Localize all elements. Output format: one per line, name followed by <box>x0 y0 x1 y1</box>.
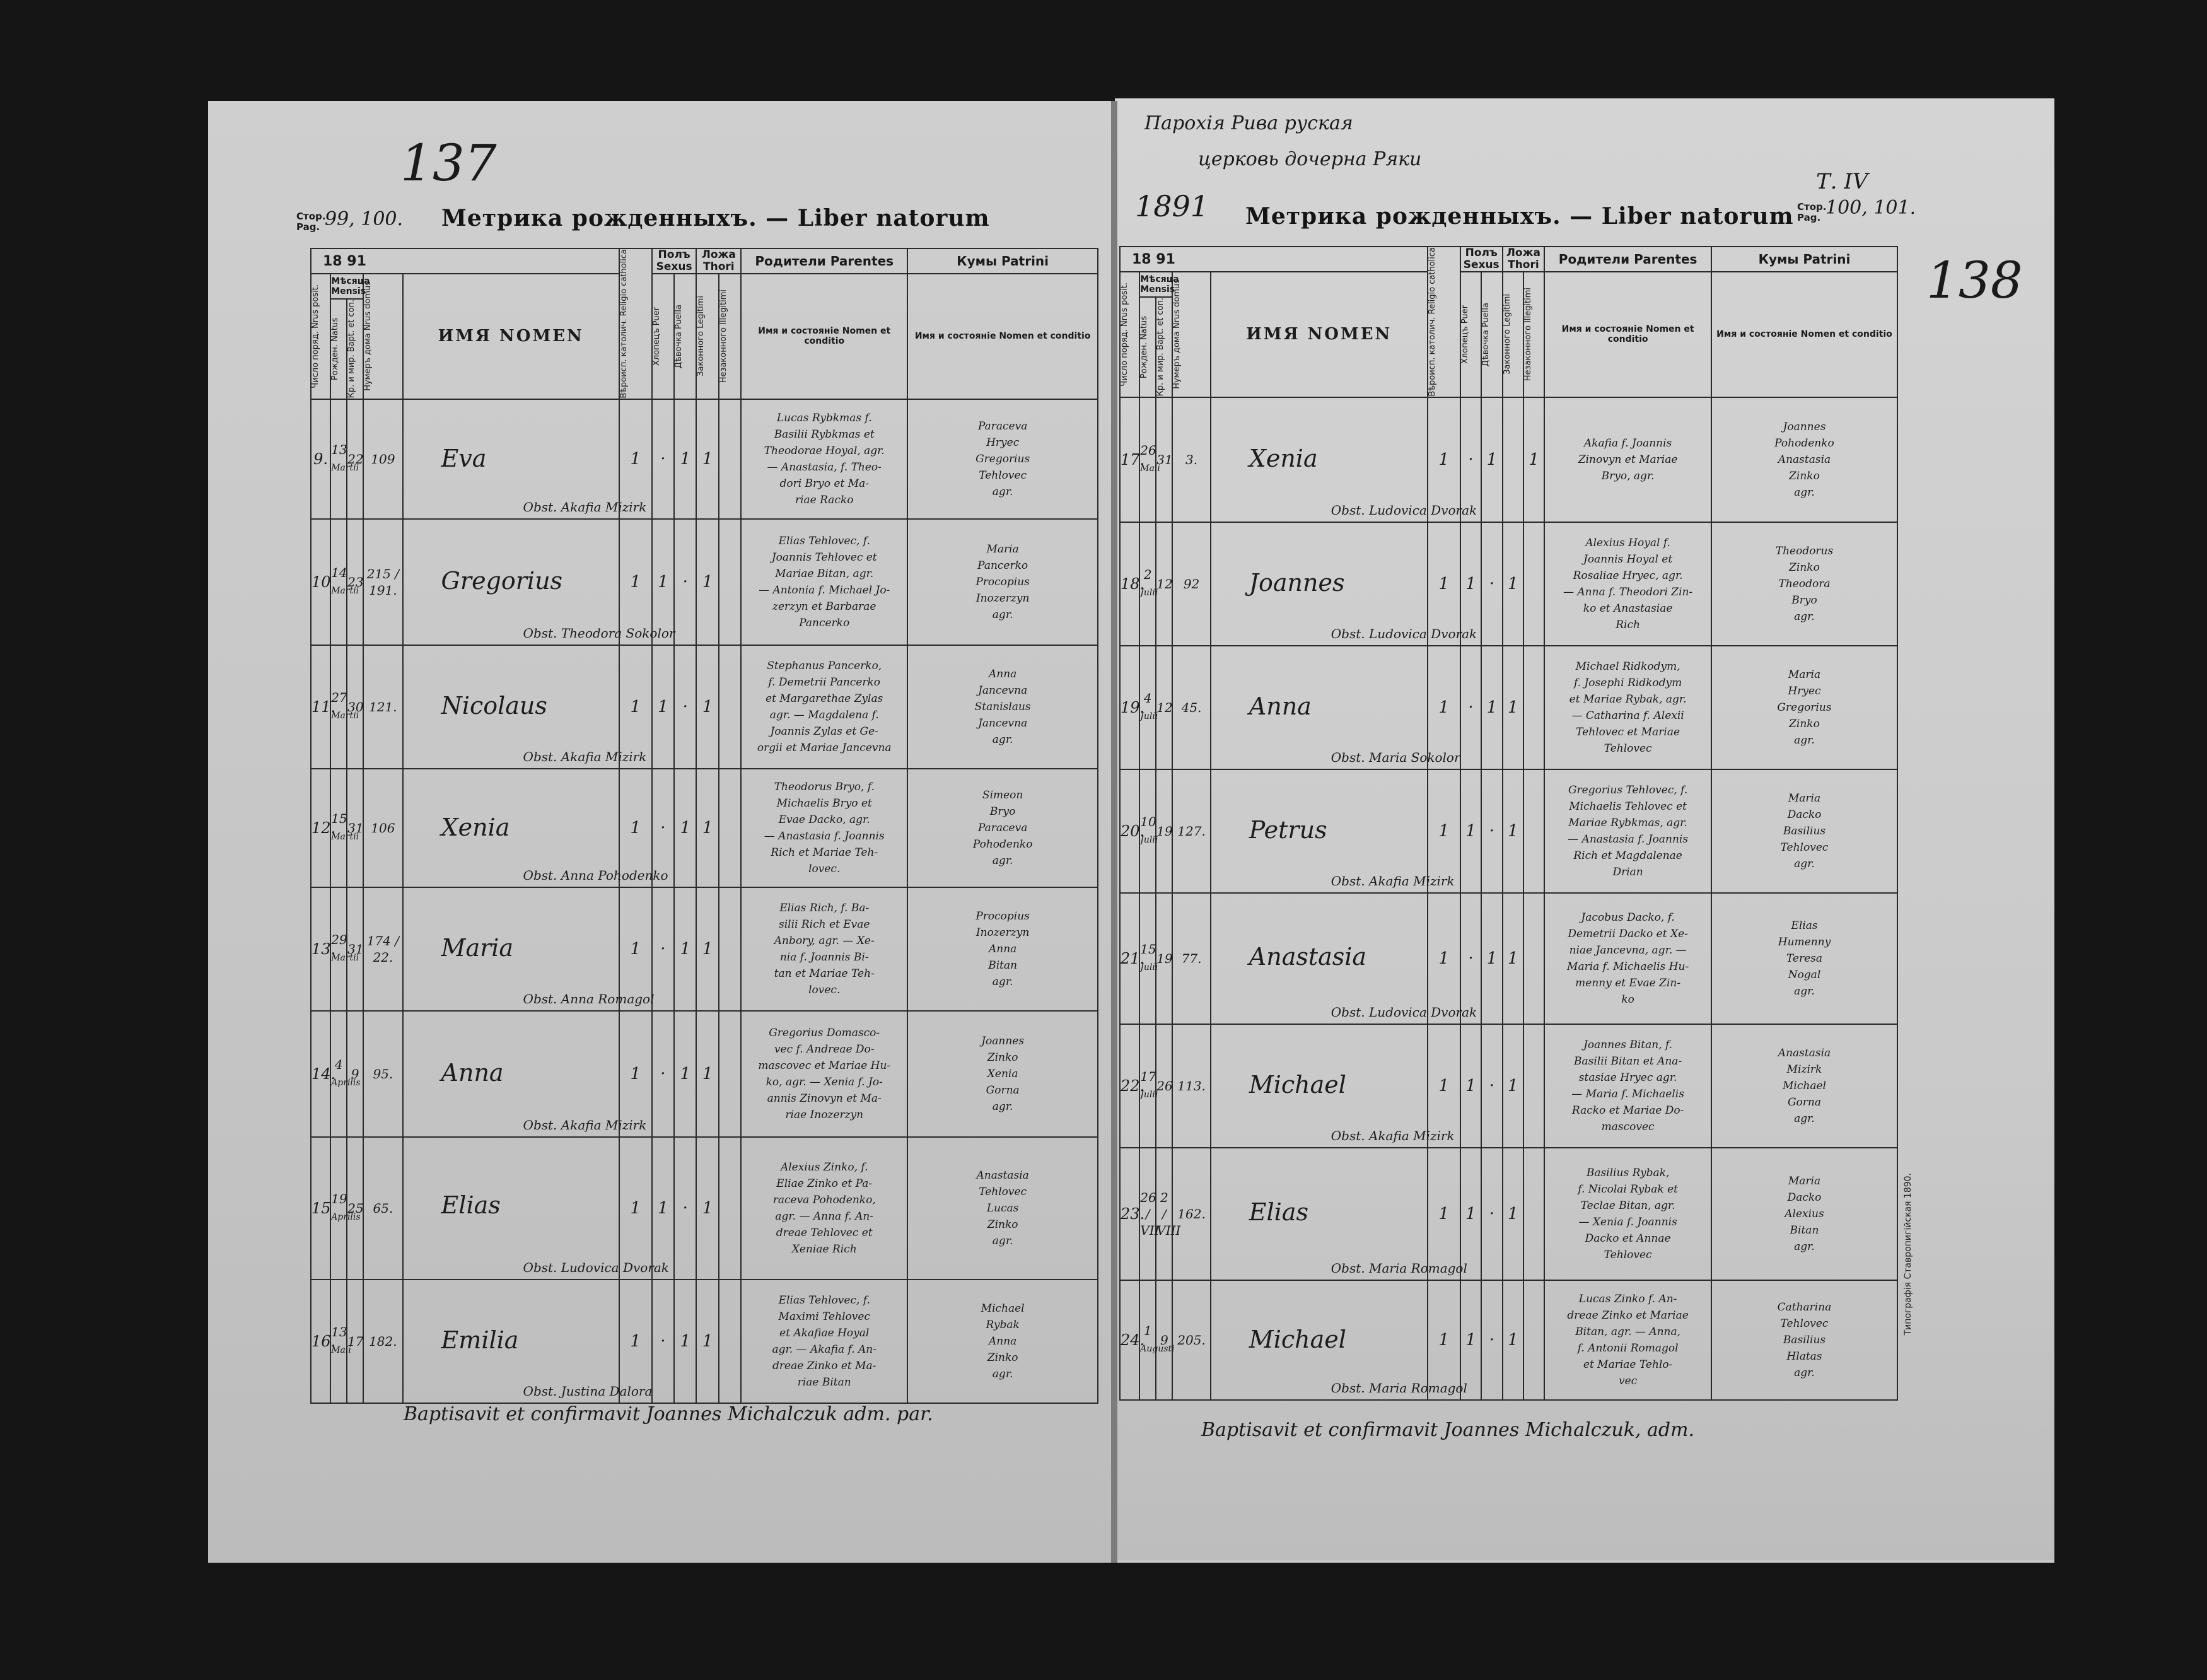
child-name: Elias <box>1249 1198 1308 1226</box>
table-row: 23. 26 / VII 2 / VIII 162. Elias Obst. Maria Romagol 1 1 · 1 Basilius Rybak, f. Nicolai Rybak et Teclae Bitan, agr. — Xenia f. Joannis Dacko et Annae Tehlovec Maria Dacko Alexius Bitan agr. <box>1120 1148 1897 1280</box>
hdr-house: Нумеръ дома Nrus domus <box>1172 279 1182 390</box>
hdr-no: Число поряд. Nrus posit. <box>1120 282 1129 387</box>
parents-cell: Gregorius Domasco- vec f. Andreae Do- mascovec et Mariae Hu- ko, agr. — Xenia f. Jo- annis Zinovyn et Ma- riae Inozerzyn <box>741 1011 907 1137</box>
child-name: Anastasia <box>1249 942 1367 971</box>
patrini-cell: Elias Humenny Teresa Nogal agr. <box>1711 893 1897 1024</box>
table-row: 12. 15 Martii 31 106 Xenia Obst. Anna Pohodenko 1 · 1 1 Theodorus Bryo, f. Michaelis Bryo et Evae Dacko, agr. — Anastasia f. Joannis Rich et Mariae Teh- lovec. Simeon Bryo Paraceva Pohodenko agr. <box>311 769 1098 887</box>
table-row: 10 14 Martii 23 215 / 191. Gregorius Obst. Theodora Sokolor 1 1 · 1 Elias Tehlovec, f. Joannis Tehlovec et Mariae Bitan, agr. — Antonia f. Michael Jo- zerzyn et Barbarae Pancerko Maria Pancerko Procopius Inozerzyn agr. <box>311 519 1098 645</box>
midwife-note: Obst. Akafia Mizirk <box>523 1117 647 1133</box>
hdr-bapt: Кр. и мир. Bapt. et con. <box>1156 298 1166 397</box>
signature-right: Baptisavit et confirmavit Joannes Michalczuk, adm. <box>1201 1419 1695 1441</box>
hdr-religion: Вѣроисп. католич. Religio catholica <box>619 249 629 399</box>
hdr-religion: Вѣроисп. католич. Religio catholica <box>1427 247 1437 397</box>
hdr-patrini-cond: Имя и состояніе Nomen et conditio <box>907 274 1098 399</box>
hdr-legit: Законного Legitimi <box>696 296 706 377</box>
table-row: 17. 26 Maii 31 3. Xenia Obst. Ludovica Dvorak 1 · 1 1 Akafia f. Joannis Zinovyn et Mariae Bryo, agr. Joannes Pohodenko Anastasia Zinko agr. <box>1120 397 1897 522</box>
child-name: Xenia <box>441 814 510 842</box>
hdr-puer: Хлопецъ Puer <box>651 306 661 366</box>
patrini-cell: Theodorus Zinko Theodora Bryo agr. <box>1711 522 1897 646</box>
table-row: 11. 27 Martii 30 121. Nicolaus Obst. Akafia Mizirk 1 1 · 1 Stephanus Pancerko, f. Demetrii Pancerko et Margarethae Zylas agr. — Magdalena f. Joannis Zylas et Ge- orgii et Mariae Jancevna Anna Jancevna Stanislaus Jancevna agr. <box>311 645 1098 769</box>
table-row: 13. 29 Martii 31 174 / 22. Maria Obst. Anna Romagol 1 · 1 1 Elias Rich, f. Ba- silii Rich et Evae Anbory, agr. — Xe- nia f. Joannis Bi- tan et Mariae Teh- lovec. Procopius Inozerzyn Anna Bitan agr. <box>311 887 1098 1011</box>
register-table-left <box>310 248 1098 1404</box>
hdr-puella: Дѣвочка Puella <box>1481 302 1491 366</box>
hdr-patrini: Кумы Patrini <box>907 248 1098 274</box>
parish-line-1: Парохія Рива руская <box>1144 112 1353 134</box>
table-row: 14. 4 Aprilis 9 95. Anna Obst. Akafia Mizirk 1 · 1 1 Gregorius Domasco- vec f. Andreae Do- mascovec et Mariae Hu- ko, agr. — Xenia f. Jo- annis Zinovyn et Ma- riae Inozerzyn Joannes Zinko Xenia Gorna agr. <box>311 1011 1098 1137</box>
parents-cell: Lucas Rybkmas f. Basilii Rybkmas et Theodorae Hoyal, agr. — Anastasia, f. Theo- dori Bryo et Ma- riae Racko <box>741 399 907 519</box>
folio-number-left: 137 <box>400 134 497 192</box>
midwife-note: Obst. Anna Romagol <box>523 991 655 1006</box>
table-row: 19. 4 Julii 12 45. Anna Obst. Maria Sokolor 1 · 1 1 Michael Ridkodym, f. Josephi Ridkodym et Mariae Rybak, agr. — Catharina f. Alexii Tehlovec et Mariae Tehlovec Maria Hryec Gregorius Zinko agr. <box>1120 646 1897 769</box>
child-name: Emilia <box>441 1326 519 1355</box>
midwife-note: Obst. Ludovica Dvorak <box>1331 502 1477 518</box>
parish-line-2: церковь дочерна Ряки <box>1198 148 1422 170</box>
year-cell: 18 91 <box>311 248 619 274</box>
child-name: Elias <box>441 1191 501 1219</box>
hdr-illegit: Незаконного Illegitimi <box>718 289 728 383</box>
table-row: 9. 13 Martii 22 109 Eva Obst. Akafia Mizirk 1 · 1 1 Lucas Rybkmas f. Basilii Rybkmas et Theodorae Hoyal, agr. — Anastasia, f. Theo- dori Bryo et Ma- riae Racko Paraceva Hryec Gregorius Tehlovec agr. <box>311 399 1098 519</box>
hdr-no: Число поряд. Nrus posit. <box>311 284 320 388</box>
child-name: Michael <box>1249 1071 1346 1099</box>
hdr-sex: Полъ Sexus <box>1460 247 1503 272</box>
child-name: Maria <box>441 934 514 962</box>
patrini-cell: Maria Dacko Alexius Bitan agr. <box>1711 1148 1897 1280</box>
parents-cell: Basilius Rybak, f. Nicolai Rybak et Teclae Bitan, agr. — Xenia f. Joannis Dacko et Annae Tehlovec <box>1544 1148 1711 1280</box>
parents-cell: Akafia f. Joannis Zinovyn et Mariae Bryo, agr. <box>1544 397 1711 522</box>
child-name: Xenia <box>1249 445 1318 473</box>
table-row: 20. 10 Julii 19 127. Petrus Obst. Akafia Mizirk 1 1 · 1 Gregorius Tehlovec, f. Michaelis Tehlovec et Mariae Rybkmas, agr. — Anastasia f. Joannis Rich et Magdalenae Drian Maria Dacko Basilius Tehlovec agr. <box>1120 769 1897 893</box>
hdr-month: Мѣсяца Mensis <box>330 274 363 299</box>
hdr-thori: Ложа Thori <box>1503 247 1545 272</box>
parents-cell: Stephanus Pancerko, f. Demetrii Pancerko et Margarethae Zylas agr. — Magdalena f. Joannis Zylas et Ge- orgii et Mariae Jancevna <box>741 645 907 769</box>
patrini-cell: Maria Pancerko Procopius Inozerzyn agr. <box>907 519 1098 645</box>
parents-cell: Elias Tehlovec, f. Maximi Tehlovec et Akafiae Hoyal agr. — Akafia f. An- dreae Zinko et Ma- riae Bitan <box>741 1280 907 1403</box>
table-row: 24. 1 Augusti 9 205. Michael Obst. Maria Romagol 1 1 · 1 Lucas Zinko f. An- dreae Zinko et Mariae Bitan, agr. — Anna, f. Antonii Romagol et Mariae Tehlo- vec Catharina Tehlovec Basilius Hlatas agr. <box>1120 1280 1897 1400</box>
hdr-birth: Рожден. Natus <box>330 317 341 381</box>
page-title-left: Метрика рожденныхъ. — Liber natorum <box>441 205 990 231</box>
register-table-right <box>1119 246 1898 1401</box>
midwife-note: Obst. Akafia Mizirk <box>523 749 647 764</box>
hdr-bapt: Кр. и мир. Bapt. et con. <box>347 300 357 399</box>
table-row: 16. 13 Maii 17 182. Emilia Obst. Justina Dalora 1 · 1 1 Elias Tehlovec, f. Maximi Tehlovec et Akafiae Hoyal agr. — Akafia f. An- dreae Zinko et Ma- riae Bitan Michael Rybak Anna Zinko agr. <box>311 1280 1098 1403</box>
hdr-parents-cond: Имя и состояніе Nomen et conditio <box>741 274 907 399</box>
parents-cell: Alexius Hoyal f. Joannis Hoyal et Rosaliae Hryec, agr. — Anna f. Theodori Zin- ko et Anastasiae Rich <box>1544 522 1711 646</box>
midwife-note: Obst. Ludovica Dvorak <box>1331 626 1477 641</box>
hdr-name: ИМЯ NOMEN <box>1211 272 1428 397</box>
page-ref-label-left: Стор. Pag. <box>296 211 326 233</box>
midwife-note: Obst. Ludovica Dvorak <box>523 1259 669 1275</box>
midwife-note: Obst. Ludovica Dvorak <box>1331 1004 1477 1020</box>
parents-cell: Joannes Bitan, f. Basilii Bitan et Ana- stasiae Hryec agr. — Maria f. Michaelis Racko et Mariae Do- mascovec <box>1544 1024 1711 1148</box>
year-cell: 18 91 <box>1120 247 1428 272</box>
patrini-cell: Maria Dacko Basilius Tehlovec agr. <box>1711 769 1897 893</box>
page-title-right: Метрика рожденныхъ. — Liber natorum <box>1245 203 1794 230</box>
midwife-note: Obst. Akafia Mizirk <box>523 499 647 515</box>
midwife-note: Obst. Maria Sokolor <box>1331 749 1460 765</box>
book-spine <box>1111 101 1117 1563</box>
patrini-cell: Joannes Zinko Xenia Gorna agr. <box>907 1011 1098 1137</box>
page-ref-label-right: Стор. Pag. <box>1797 201 1827 223</box>
midwife-note: Obst. Anna Pohodenko <box>523 867 668 883</box>
parents-cell: Lucas Zinko f. An- dreae Zinko et Mariae Bitan, agr. — Anna, f. Antonii Romagol et Mariae Tehlo- vec <box>1544 1280 1711 1400</box>
child-name: Eva <box>441 445 487 473</box>
midwife-note: Obst. Maria Romagol <box>1331 1380 1467 1396</box>
midwife-note: Obst. Akafia Mizirk <box>1331 873 1455 889</box>
child-name: Anna <box>1249 692 1312 721</box>
child-name: Petrus <box>1249 816 1327 844</box>
hdr-patrini: Кумы Patrini <box>1711 247 1897 272</box>
child-name: Nicolaus <box>441 692 547 720</box>
hdr-illegit: Незаконного Illegitimi <box>1523 288 1533 382</box>
child-name: Michael <box>1249 1326 1346 1354</box>
patrini-cell: Paraceva Hryec Gregorius Tehlovec agr. <box>907 399 1098 519</box>
folio-number-right: 138 <box>1926 251 2023 310</box>
page-ref-value-left: 99, 100. <box>325 208 404 230</box>
hdr-sex: Полъ Sexus <box>652 248 697 274</box>
hdr-parents: Родители Parentes <box>1544 247 1711 272</box>
hdr-birth: Рожден. Natus <box>1139 315 1150 379</box>
patrini-cell: Anastasia Mizirk Michael Gorna agr. <box>1711 1024 1897 1148</box>
page-ref-value-right: 100, 101. <box>1826 197 1916 219</box>
patrini-cell: Simeon Bryo Paraceva Pohodenko agr. <box>907 769 1098 887</box>
table-row: 22. 17 Julii 26 113. Michael Obst. Akafia Mizirk 1 1 · 1 Joannes Bitan, f. Basilii Bitan et Ana- stasiae Hryec agr. — Maria f. Michaelis Racko et Mariae Do- mascovec Anastasia Mizirk Michael Gorna agr. <box>1120 1024 1897 1148</box>
hdr-thori: Ложа Thori <box>696 248 741 274</box>
hdr-legit: Законного Legitimi <box>1502 294 1512 375</box>
parents-cell: Gregorius Tehlovec, f. Michaelis Tehlovec et Mariae Rybkmas, agr. — Anastasia f. Joannis Rich et Magdalenae Drian <box>1544 769 1711 893</box>
midwife-note: Obst. Justina Dalora <box>523 1383 653 1399</box>
parents-cell: Theodorus Bryo, f. Michaelis Bryo et Evae Dacko, agr. — Anastasia f. Joannis Rich et Mariae Teh- lovec. <box>741 769 907 887</box>
child-name: Joannes <box>1249 569 1345 597</box>
hdr-house: Нумеръ дома Nrus domus <box>363 281 373 392</box>
patrini-cell: Anastasia Tehlovec Lucas Zinko agr. <box>907 1137 1098 1280</box>
printer-imprint: Типографія Ставропигійская 1890. <box>1903 1173 1913 1336</box>
hdr-parents-cond: Имя и состояніе Nomen et conditio <box>1544 272 1711 397</box>
hdr-parents: Родители Parentes <box>741 248 907 274</box>
parents-cell: Elias Tehlovec, f. Joannis Tehlovec et Mariae Bitan, agr. — Antonia f. Michael Jo- zerzyn et Barbarae Pancerko <box>741 519 907 645</box>
parents-cell: Elias Rich, f. Ba- silii Rich et Evae Anbory, agr. — Xe- nia f. Joannis Bi- tan et Mariae Teh- lovec. <box>741 887 907 1011</box>
patrini-cell: Procopius Inozerzyn Anna Bitan agr. <box>907 887 1098 1011</box>
midwife-note: Obst. Theodora Sokolor <box>523 625 675 641</box>
midwife-note: Obst. Akafia Mizirk <box>1331 1128 1455 1143</box>
table-row: 21. 15 Julii 19 77. Anastasia Obst. Ludovica Dvorak 1 · 1 1 Jacobus Dacko, f. Demetrii Dacko et Xe- niae Jancevna, agr. — Maria f. Michaelis Hu- menny et Evae Zin- ko Elias Humenny Teresa Nogal agr. <box>1120 893 1897 1024</box>
hdr-patrini-cond: Имя и состояніе Nomen et conditio <box>1711 272 1897 397</box>
patrini-cell: Joannes Pohodenko Anastasia Zinko agr. <box>1711 397 1897 522</box>
patrini-cell: Catharina Tehlovec Basilius Hlatas agr. <box>1711 1280 1897 1400</box>
midwife-note: Obst. Maria Romagol <box>1331 1260 1467 1276</box>
patrini-cell: Anna Jancevna Stanislaus Jancevna agr. <box>907 645 1098 769</box>
tome-number: Т. IV <box>1816 169 1868 194</box>
table-row: 18. 2 Julii 12 92 Joannes Obst. Ludovica Dvorak 1 1 · 1 Alexius Hoyal f. Joannis Hoyal et Rosaliae Hryec, agr. — Anna f. Theodori Zin- ko et Anastasiae Rich Theodorus Zinko Theodora Bryo agr. <box>1120 522 1897 646</box>
parents-cell: Alexius Zinko, f. Eliae Zinko et Pa- raceva Pohodenko, agr. — Anna f. An- dreae Tehlovec et Xeniae Rich <box>741 1137 907 1280</box>
patrini-cell: Maria Hryec Gregorius Zinko agr. <box>1711 646 1897 769</box>
parents-cell: Jacobus Dacko, f. Demetrii Dacko et Xe- niae Jancevna, agr. — Maria f. Michaelis Hu- menny et Evae Zin- ko <box>1544 893 1711 1024</box>
year-written: 1891 <box>1135 189 1209 223</box>
child-name: Anna <box>441 1058 504 1087</box>
hdr-puella: Дѣвочка Puella <box>674 304 684 368</box>
patrini-cell: Michael Rybak Anna Zinko agr. <box>907 1280 1098 1403</box>
hdr-puer: Хлопецъ Puer <box>1460 305 1470 364</box>
parents-cell: Michael Ridkodym, f. Josephi Ridkodym et Mariae Rybak, agr. — Catharina f. Alexii Tehlovec et Mariae Tehlovec <box>1544 646 1711 769</box>
child-name: Gregorius <box>441 566 563 595</box>
table-row: 15 19 Aprilis 25 65. Elias Obst. Ludovica Dvorak 1 1 · 1 Alexius Zinko, f. Eliae Zinko et Pa- raceva Pohodenko, agr. — Anna f. An- dreae Tehlovec et Xeniae Rich Anastasia Tehlovec Lucas Zinko agr. <box>311 1137 1098 1280</box>
signature-left: Baptisavit et confirmavit Joannes Michalczuk adm. par. <box>404 1403 933 1425</box>
hdr-month: Мѣсяца Mensis <box>1139 272 1172 297</box>
hdr-name: ИМЯ NOMEN <box>403 274 619 399</box>
